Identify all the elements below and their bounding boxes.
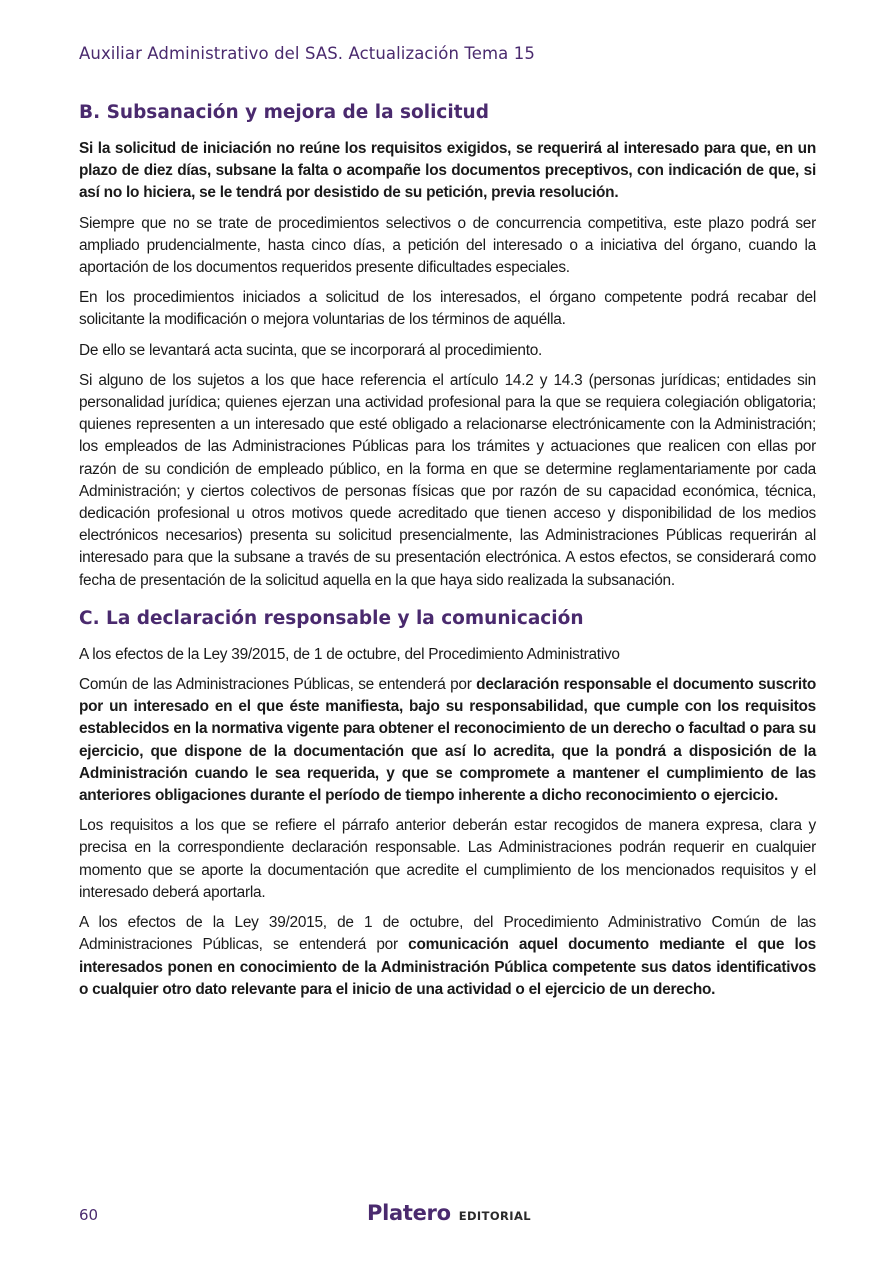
section-title-b: B. Subsanación y mejora de la solicitud bbox=[79, 102, 489, 123]
publisher-name: Platero bbox=[367, 1201, 451, 1225]
paragraph: En los procedimientos iniciados a solicitud de los interesados, el órgano competente podrá recabar del solicitante la modificación o mejora voluntarias de los términos de aquélla. bbox=[79, 289, 816, 329]
bold-text: comunicación aquel documento mediante el que los interesados ponen en conocimiento de la Administración Pública competente sus datos identificativos o cualquier otro dato relevante para el inicio de una actividad o el ejercicio de un derecho. bbox=[79, 936, 816, 998]
paragraph bbox=[79, 138, 816, 205]
paragraph bbox=[79, 674, 816, 807]
publisher-logo bbox=[367, 1201, 531, 1225]
section-title-c: C. La declaración responsable y la comunicación bbox=[79, 607, 584, 629]
paragraph: Si alguno de los sujetos a los que hace referencia el artículo 14.2 y 14.3 (personas jurídicas; entidades sin personalidad jurídica; quienes ejerzan una actividad profesional para la que se requiera colegiación obligatoria; quienes representen a un interesado que esté obligado a relacionarse electrónicamente con la Administración; los empleados de las Administraciones Públicas para los trámites y actuaciones que realicen con ellas por razón de su condición de empleado público, en la forma en que se determine reglamentariamente por cada Administración; y ciertos colectivos de personas físicas que por razón de su capacidad económica, técnica, dedicación profesional u otros motivos quede acreditado que tienen acceso y disponibilidad de los medios electrónicos necesarios) presenta su solicitud presencialmente, las Administraciones Públicas requerirán al interesado para que la subsane a través de su presentación electrónica. A estos efectos, se considerará como fecha de presentación de la solicitud aquella en la que haya sido realizada la subsanación. bbox=[79, 371, 816, 589]
bold-text: Si la solicitud de iniciación no reúne los requisitos exigidos, se requerirá al interesado para que, en un plazo de diez días, subsane la falta o acompañe los documentos preceptivos, con indicación de que, si así no lo hiciera, se le tendrá por desistido de su petición, previa resolución. bbox=[79, 140, 816, 202]
paragraph bbox=[79, 912, 816, 1001]
plain-text: A los efectos de la Ley 39/2015, de 1 de octubre, del Procedimiento Administrativo Común de las Administraciones Públicas, se entenderá por bbox=[79, 914, 816, 954]
paragraph: Los requisitos a los que se refiere el párrafo anterior deberán estar recogidos de manera expresa, clara y precisa en la correspondiente declaración responsable. Las Administraciones podrán requerir en cualquier momento que se aporte la documentación que acredite el cumplimiento de los mencionados requisitos y el interesado deberá aportarla. bbox=[79, 817, 816, 901]
plain-text: Común de las Administraciones Públicas, se entenderá por bbox=[79, 676, 477, 694]
paragraph: Siempre que no se trate de procedimientos selectivos o de concurrencia competitiva, este plazo podrá ser ampliado prudencialmente, hasta cinco días, a petición del interesado o a iniciativa del órgano, cuando la aportación de los documentos requeridos presente dificultades especiales. bbox=[79, 214, 816, 277]
running-header: Auxiliar Administrativo del SAS. Actualización Tema 15 bbox=[79, 44, 535, 63]
publisher-suffix: EDITORIAL bbox=[458, 1209, 531, 1223]
page-content bbox=[79, 100, 816, 1009]
bold-text: declaración responsable el documento suscrito por un interesado en el que éste manifiesta, bajo su responsabilidad, que cumple con los requisitos establecidos en la normativa vigente para obtener el reconocimiento de un derecho o facultad o para su ejercicio, que dispone de la documentación que así lo acredita, que la pondrá a disposición de la Administración cuando le sea requerida, y que se compromete a mantener el cumplimiento de las anteriores obligaciones durante el período de tiempo inherente a dicho reconocimiento o ejercicio. bbox=[79, 676, 816, 805]
paragraph: A los efectos de la Ley 39/2015, de 1 de octubre, del Procedimiento Administrativo bbox=[79, 645, 620, 663]
page-number: 60 bbox=[79, 1206, 99, 1224]
paragraph: De ello se levantará acta sucinta, que se incorporará al procedimiento. bbox=[79, 341, 543, 359]
